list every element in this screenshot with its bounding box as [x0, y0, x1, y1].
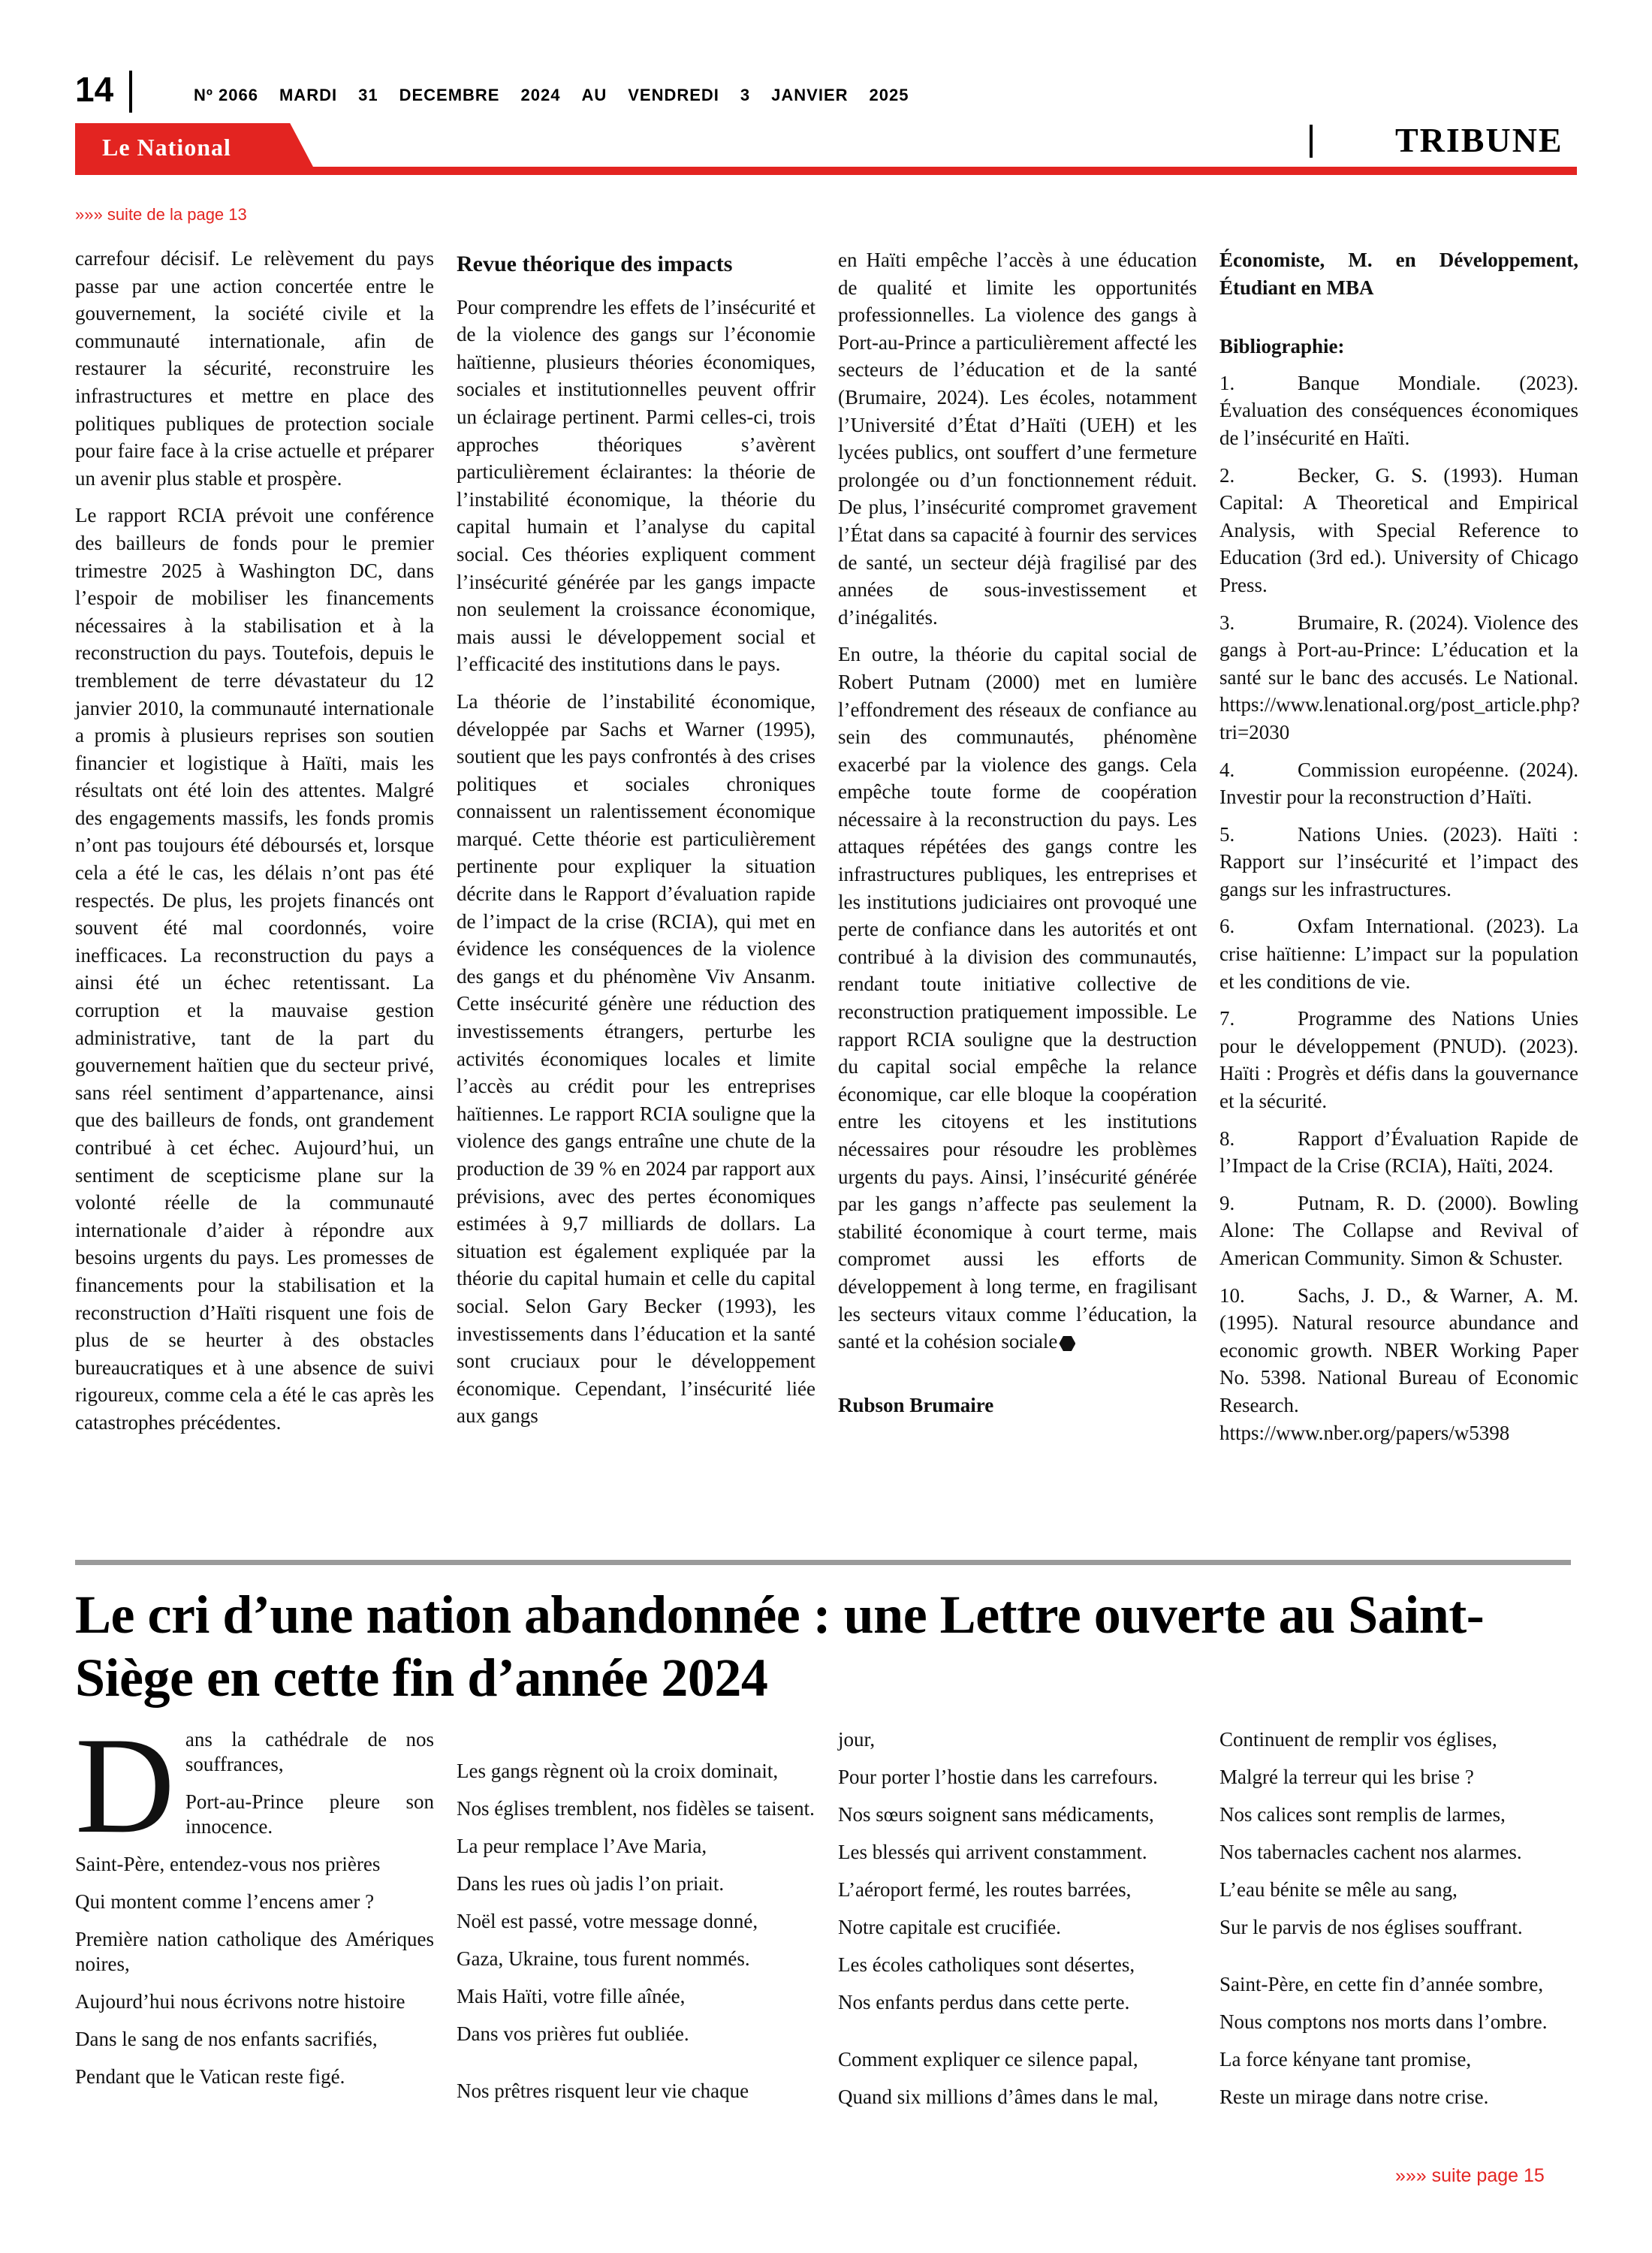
- poem-column-4: [1219, 1727, 1578, 2122]
- continued-from-label: »»» suite de la page 13: [75, 205, 247, 224]
- issue-word: 31: [358, 86, 378, 104]
- issue-word: 2025: [869, 86, 909, 104]
- bibliography-text: Brumaire, R. (2024). Violence des gangs à Port-au-Prince: L’éducation et la santé sur le banc des accusés. Le National. https://www.lenational.org/post_article.php?tri=2030: [1219, 611, 1580, 743]
- poem-line: Saint-Père, en cette fin d’année sombre,: [1219, 1973, 1544, 1995]
- poem-column-3: [838, 1727, 1197, 2122]
- letter-title: Le cri d’une nation abandonnée : une Lettre ouverte au Saint-Siège en cette fin d’année 2024: [75, 1585, 1485, 1708]
- issue-word: 2024: [520, 86, 561, 104]
- section-divider: [1310, 125, 1313, 158]
- poem-line: Nos églises tremblent, nos fidèles se taisent.: [457, 1797, 815, 1820]
- bibliography-text: Programme des Nations Unies pour le développement (PNUD). (2023). Haïti : Progrès et défis dans la gouvernance et la sécurité.: [1219, 1007, 1578, 1113]
- bibliography-entry: [1219, 912, 1578, 995]
- issue-word: VENDREDI: [628, 86, 719, 104]
- poem-line: Pendant que le Vatican reste figé.: [75, 2065, 345, 2088]
- bibliography-number: 8.: [1219, 1126, 1235, 1150]
- bibliography-number: 4.: [1219, 758, 1235, 781]
- poem-line: Dans le sang de nos enfants sacrifiés,: [75, 2028, 378, 2050]
- poem-line: Les gangs règnent où la croix dominait,: [457, 1760, 779, 1782]
- drop-cap: D: [75, 1709, 175, 1862]
- poem-line: Première nation catholique des Amériques noires,: [75, 1928, 434, 1975]
- article-paragraph: La théorie de l’instabilité économique, développée par Sachs et Warner (1995), soutient que les pays confrontés à des crises politiques et sociales chroniques connaissent un ralentissement économique marqué. Cette théorie est particulièrement pertinente pour expliquer la situation décrite dans le Rapport d’évaluation rapide de l’impact de la crise (RCIA), qui met en évidence les conséquences de la violence des gangs et du phénomène Viv Ansanm. Cette insécurité génère une réduction des investissements étrangers, perturbe les activités économiques locales et limite l’accès au crédit pour les entreprises haïtiennes. Le rapport RCIA souligne que la violence des gangs entraîne une chute de la production de 39 % en 2024 par rapport aux prévisions, avec des pertes économiques estimées à 9,7 milliards de dollars. La situation est également expliquée par la théorie du capital humain et celle du capital social. Selon Gary Becker (1993), les investissements dans l’éducation et la santé sont cruciaux pour le développement économique. Cependant, l’insécurité liée aux gangs: [457, 689, 815, 1428]
- article-paragraph: En outre, la théorie du capital social de Robert Putnam (2000) met en lumière l’effondrement des réseaux de confiance au sein des communautés, phénomène exacerbé par la violence des gangs. Cela empêche toute forme de coopération nécessaire à la reconstruction du pays. Les attaques répétées des gangs contre les infrastructures publiques, les entreprises et les institutions judiciaires ont provoqué une perte de confiance dans les autorités et ont contribué à la division des communautés, rendant toute initiative collective de reconstruction pratiquement impossible. Le rapport RCIA souligne que la destruction du capital social empêche la relance économique, car elle bloque la coopération entre les citoyens et les institutions nécessaires pour résoudre les problèmes urgents du pays. Ainsi, l’insécurité générée par les gangs n’affecte pas seulement la stabilité économique à court terme, mais compromet aussi les efforts de développement à long terme, en fragilisant les secteurs vitaux comme l’éducation, la santé et la cohésion sociale: [838, 643, 1197, 1353]
- stanza-gap: [1219, 1953, 1578, 1972]
- article-divider: [75, 1560, 1571, 1565]
- bibliography-list: [1219, 369, 1578, 1446]
- bibliography-entry: [1219, 756, 1578, 811]
- brand-name: Le National: [102, 134, 231, 161]
- bibliography-number: 6.: [1219, 915, 1235, 938]
- poem-line: Noël est passé, votre message donné,: [457, 1910, 758, 1932]
- poem-line: Dans vos prières fut oubliée.: [457, 2022, 689, 2045]
- article-column-3: [838, 246, 1197, 1428]
- poem-column-2: [457, 1759, 815, 2116]
- article-paragraph: carrefour décisif. Le relèvement du pays passe par une action concertée entre le gouvernement, la société civile et la communauté internationale, afin de restaurer la sécurité, reconstruire les infrastructures et mettre en place des politiques publiques de protection sociale pour faire face à la crise actuelle et préparer un avenir plus stable et prospère.: [75, 247, 434, 490]
- poem-line: ans la cathédrale de nos souffrances,: [185, 1728, 434, 1775]
- poem-line: Nos calices sont remplis de larmes,: [1219, 1803, 1506, 1826]
- section-subheading: Revue théorique des impacts: [457, 252, 733, 276]
- poem-line: Les blessés qui arrivent constamment.: [838, 1841, 1147, 1863]
- bibliography-entry: [1219, 1125, 1578, 1180]
- bibliography-entry: [1219, 821, 1578, 903]
- bibliography-text: Commission européenne. (2024). Investir pour la reconstruction d’Haïti.: [1219, 758, 1578, 809]
- poem-line: Reste un mirage dans notre crise.: [1219, 2086, 1489, 2108]
- article-paragraph: Le rapport RCIA prévoit une conférence des bailleurs de fonds pour le premier trimestre 2025 à Washington DC, dans l’espoir de mobiliser les financements nécessaires à la stabilisation et à la reconstruction du pays. Toutefois, depuis le tremblement de terre dévastateur du 12 janvier 2010, la communauté internationale a promis à plusieurs reprises son soutien financier et logistique à Haïti, mais les résultats ont été loin des attentes. Malgré des engagements massifs, les fonds promis n’ont pas toujours été déboursés et, lorsque cela a été le cas, les délais n’ont pas été respectés. De plus, les projets financés ont souvent été mal coordonnés, voire inefficaces. La reconstruction du pays a ainsi été un échec retentissant. La corruption et la mauvaise gestion administrative, tant de la part du gouvernement haïtien que du secteur privé, sans réel sentiment d’appartenance, ainsi que des bailleurs de fonds, ont grandement contribué à cet échec. Aujourd’hui, un sentiment de scepticisme plane sur la volonté réelle de la communauté internationale d’aider à répondre aux besoins urgents du pays. Les promesses de financements pour la stabilisation et la reconstruction d’Haïti risquent une fois de plus de se heurter à des obstacles bureaucratiques et à une absence de suivi rigoureux, comme cela a été le cas après les catastrophes précédentes.: [75, 504, 434, 1434]
- poem-line: La peur remplace l’Ave Maria,: [457, 1835, 707, 1857]
- bibliography-text: Oxfam International. (2023). La crise haïtienne: L’impact sur la population et les conditions de vie.: [1219, 915, 1578, 993]
- poem-line: Continuent de remplir vos églises,: [1219, 1728, 1497, 1751]
- bibliography-number: 9.: [1219, 1191, 1235, 1214]
- issue-word: DECEMBRE: [399, 86, 500, 104]
- bibliography-text: Rapport d’Évaluation Rapide de l’Impact de la Crise (RCIA), Haïti, 2024.: [1219, 1126, 1578, 1178]
- poem-line: Nos enfants perdus dans cette perte.: [838, 1991, 1130, 2013]
- poem-column-1: [75, 1709, 434, 2102]
- poem-line: Nos sœurs soignent sans médicaments,: [838, 1803, 1154, 1826]
- author-name: Rubson Brumaire: [838, 1393, 994, 1416]
- bibliography-entry: [1219, 1190, 1578, 1272]
- author-credentials: Économiste, M. en Développement, Étudiant en MBA: [1219, 249, 1578, 299]
- bibliography-number: 3.: [1219, 611, 1235, 634]
- poem-line: Nos tabernacles cachent nos alarmes.: [1219, 1841, 1522, 1863]
- issue-word: MARDI: [279, 86, 338, 104]
- continued-to-label: »»» suite page 15: [1395, 2165, 1545, 2186]
- poem-line: La force kényane tant promise,: [1219, 2048, 1472, 2071]
- poem-line: Gaza, Ukraine, tous furent nommés.: [457, 1947, 750, 1970]
- bibliography-text: Banque Mondiale. (2023). Évaluation des conséquences économiques de l’insécurité en Haïti.: [1219, 371, 1578, 449]
- issue-word: 3: [740, 86, 751, 104]
- bibliography-heading: Bibliographie:: [1219, 335, 1345, 358]
- poem-line: Port-au-Prince pleure son innocence.: [185, 1790, 434, 1838]
- poem-line: Comment expliquer ce silence papal,: [838, 2048, 1138, 2071]
- poem-line: Quand six millions d’âmes dans le mal,: [838, 2086, 1159, 2108]
- poem-line: Sur le parvis de nos églises souffrant.: [1219, 1916, 1523, 1938]
- issue-word: Nº 2066: [194, 86, 258, 104]
- bibliography-entry: [1219, 609, 1578, 746]
- bibliography-number: 10.: [1219, 1283, 1245, 1307]
- poem-line: Pour porter l’hostie dans les carrefours.: [838, 1766, 1158, 1788]
- poem-line: Qui montent comme l’encens amer ?: [75, 1890, 375, 1913]
- article-column-1: [75, 245, 434, 1446]
- bibliography-entry: [1219, 462, 1578, 599]
- issue-word: AU: [581, 86, 607, 104]
- page-number-divider: [129, 71, 132, 113]
- bibliography-entry: [1219, 1005, 1578, 1114]
- poem-line: Notre capitale est crucifiée.: [838, 1916, 1061, 1938]
- bibliography-text: Becker, G. S. (1993). Human Capital: A Theoretical and Empirical Analysis, with Special Reference to Education (3rd ed.). University of Chicago Press.: [1219, 463, 1578, 596]
- article-paragraph: en Haïti empêche l’accès à une éducation de qualité et limite les opportunités professionnelles. La violence des gangs à Port-au-Prince a particulièrement affecté les secteurs de l’éducation et de la santé (Brumaire, 2024). Les écoles, notamment l’Université d’État d’Haïti (UEH) et les lycées publics, ont souffert d’une fermeture prolongée ou d’un fonctionnement réduit. De plus, l’insécurité compromet gravement l’État dans sa capacité à fournir des services de santé, un secteur déjà fragilisé par des années de sous-investissement et d’inégalités.: [838, 249, 1197, 629]
- poem-line: jour,: [838, 1728, 876, 1751]
- section-title: TRIBUNE: [1395, 121, 1563, 159]
- end-of-article-icon: [1059, 1336, 1075, 1351]
- poem-line: L’eau bénite se mêle au sang,: [1219, 1878, 1458, 1901]
- article-column-3-body: [838, 246, 1197, 1356]
- bibliography-text: Putnam, R. D. (2000). Bowling Alone: The Collapse and Revival of American Community. Simon & Schuster.: [1219, 1191, 1578, 1269]
- article-paragraph: Pour comprendre les effets de l’insécurité et de la violence des gangs sur l’économie haïtienne, plusieurs théories économiques, sociales et institutionnelles peuvent offrir un éclairage pertinent. Parmi celles-ci, trois approches théoriques s’avèrent particulièrement éclairantes: la théorie de l’instabilité économique, la théorie du capital humain et l’analyse du capital social. Ces théories expliquent comment l’insécurité générée par les gangs impacte non seulement la croissance économique, mais aussi le développement social et l’efficacité des institutions dans le pays.: [457, 295, 815, 676]
- poem-line: Malgré la terreur qui les brise ?: [1219, 1766, 1474, 1788]
- bibliography-number: 2.: [1219, 463, 1235, 487]
- stanza-gap: [457, 2059, 815, 2079]
- header-rule: [75, 167, 1577, 175]
- bibliography-number: 1.: [1219, 371, 1235, 394]
- poem-line: Aujourd’hui nous écrivons notre histoire: [75, 1990, 405, 2013]
- bibliography-number: 7.: [1219, 1007, 1235, 1030]
- poem-line: Dans les rues où jadis l’on priait.: [457, 1872, 725, 1895]
- article-column-2: [457, 245, 815, 1440]
- bibliography-text: Nations Unies. (2023). Haïti : Rapport sur l’insécurité et l’impact des gangs sur les infrastructures.: [1219, 822, 1578, 900]
- bibliography-number: 5.: [1219, 822, 1235, 846]
- issue-date-line: [194, 86, 930, 105]
- poem-line: Saint-Père, entendez-vous nos prières: [75, 1853, 381, 1875]
- stanza-gap: [838, 2028, 1197, 2047]
- bibliography-text: Sachs, J. D., & Warner, A. M. (1995). Natural resource abundance and economic growth. NBER Working Paper No. 5398. National Bureau of Economic Research. https://www.nber.org/papers/w5398: [1219, 1283, 1578, 1444]
- bibliography-entry: [1219, 369, 1578, 452]
- bibliography-entry: [1219, 1282, 1578, 1447]
- issue-word: JANVIER: [771, 86, 849, 104]
- article-column-4: [1219, 246, 1578, 1456]
- page-number: 14: [75, 70, 114, 109]
- poem-line: Mais Haïti, votre fille aînée,: [457, 1985, 686, 2007]
- article-column-2-body: [457, 294, 815, 1430]
- poem-line: Les écoles catholiques sont désertes,: [838, 1953, 1135, 1976]
- poem-line: Nos prêtres risquent leur vie chaque: [457, 2080, 749, 2102]
- poem-line: Nous comptons nos morts dans l’ombre.: [1219, 2010, 1548, 2033]
- poem-line: L’aéroport fermé, les routes barrées,: [838, 1878, 1132, 1901]
